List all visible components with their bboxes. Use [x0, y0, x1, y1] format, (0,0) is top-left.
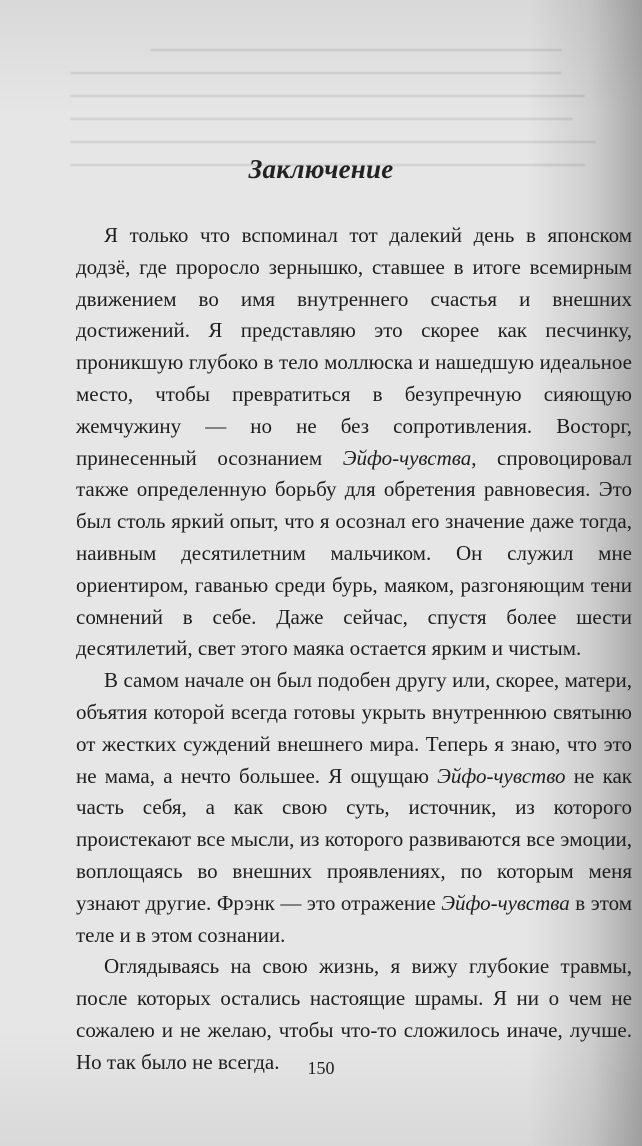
bleed-line [150, 49, 562, 51]
bleed-line [70, 118, 573, 120]
bleed-line [70, 141, 596, 143]
bleed-line [70, 95, 585, 97]
italic-term: Эйфо-чувства [342, 445, 472, 470]
paragraph [76, 220, 632, 665]
text-run: , спровоцировал также определенную борьбу для обретения равновесия. Это был столь яркий опыт, что я осознал его значение даже тогда, наивным десятилетним мальчиком. Он служил мне ориентиром, гаванью среди бурь, маяком, разгоняющим тени сомнений в себе. Даже сейчас, спустя более шести десятилетий, свет этого маяка остается ярким и чистым. [76, 445, 632, 661]
italic-term: Эйфо-чувства [441, 890, 570, 915]
paragraph [76, 665, 632, 951]
page-number: 150 [307, 1058, 335, 1078]
chapter-title: Заключение [248, 154, 394, 185]
text-run: Оглядываясь на свою жизнь, я вижу глубокие травмы, после которых остались настоящие шрамы. Я ни о чем не сожалею и не желаю, чтобы что-то сложилось иначе, лучше. Но так было не всегда. [76, 954, 632, 1074]
text-run: В самом начале он был подобен другу или, скорее, матери, объятия которой всегда готовы укрыть внутреннюю святыню от жестких суждений внешнего мира. Теперь я знаю, что это не мама, а нечто большее. Я ощущаю [76, 668, 632, 788]
text-run: не как часть себя, а как свою суть, источник, из которого проистекают все мысли, из которого развиваются все эмоции, воплощаясь во внешних проявлениях, по которым меня узнают другие. Фрэнк — это отражение [76, 763, 633, 915]
bleed-line [70, 72, 562, 74]
text-run: Я только что вспоминал тот далекий день в японском додзё, где проросло зернышко, ставшее в итоге всемирным движением во имя внутреннего счастья и внешних достижений. Я представляю это скорее как песчинку, проникшую глубоко в тело моллюска и нашедшую идеальное место, чтобы превратиться в безупречную сияющую жемчужину — но не без сопротивления. Восторг, принесенный осознанием [76, 223, 632, 470]
italic-term: Эйфо-чувство [437, 763, 566, 788]
body-text [76, 220, 632, 1079]
text-run: в этом теле и в этом сознании. [76, 890, 632, 947]
